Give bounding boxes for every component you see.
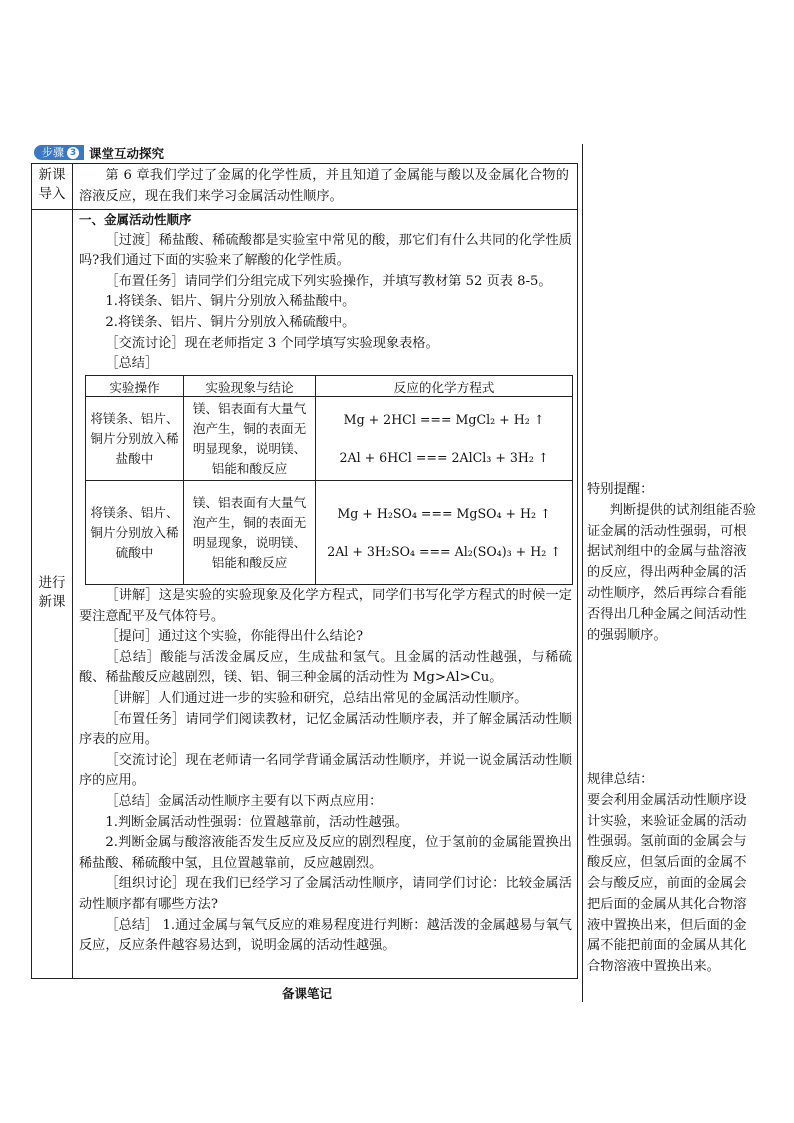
para-step2: 2.将镁条、铝片、铜片分别放入稀硫酸中。: [105, 314, 356, 330]
table-header-row: [86, 376, 573, 397]
lesson-label: 进行新课: [38, 575, 66, 610]
header-equation: 反应的化学方程式: [316, 376, 573, 397]
side-note-title: 特别提醒：: [587, 482, 654, 497]
step-title: 课堂互动探究: [89, 145, 165, 161]
margin-divider: [582, 144, 583, 1002]
para-application-2: 2.判断金属与酸溶液能否发生反应及反应的剧烈程度，位于氢前的金属能置换出稀盐酸、稀硫酸中氢，且位置越靠前，反应越剧烈。: [79, 835, 572, 871]
para-application-1: 1.判断金属活动性强弱：位置越靠前，活动性越强。: [105, 814, 409, 830]
para-step1: 1.将镁条、铝片、铜片分别放入稀盐酸中。: [105, 294, 356, 310]
para-organize-discussion: ［组织讨论］现在我们已经学习了金属活动性顺序，请同学们讨论：比较金属活动性顺序都有哪些方法?: [79, 876, 572, 912]
column-divider: [72, 164, 73, 978]
intro-text: [79, 166, 569, 207]
step-badge: [34, 145, 84, 160]
cell-equations: [316, 481, 573, 585]
para-summary-3: ［总结］ 1.通过金属与氧气反应的难易程度进行判断：越活泼的金属越易与氧气反应，反应条件越容易达到，说明金属的活动性越强。: [79, 917, 572, 954]
equation: 2Al + 6HCl === 2AlCl₃ + 3H₂ ↑: [339, 449, 549, 465]
para-question: ［提问］通过这个实验，你能得出什么结论?: [105, 629, 364, 645]
para-conclusion: ［总结］酸能与活泼金属反应，生成盐和氢气。且金属的活动性越强，与稀硫酸、稀盐酸反应越剧烈，镁、铝、铜三种金属的活动性为 Mg>Al>Cu。: [79, 649, 572, 686]
cell-operation: 将镁条、铝片、铜片分别放入稀硫酸中: [86, 481, 184, 585]
para-summary-2: ［总结］金属活动性顺序主要有以下两点应用：: [105, 793, 383, 809]
side-note-title: 规律总结：: [587, 772, 654, 787]
experiment-table: [85, 375, 573, 585]
para-summary-label: ［总结］: [105, 356, 159, 372]
cell-equations: [316, 397, 573, 481]
cell-phenomenon: 镁、铝表面有大量气泡产生，铜的表面无明显现象，说明镁、铝能和酸反应: [184, 481, 316, 585]
header-operation: 实验操作: [86, 376, 184, 397]
side-note-reminder: [587, 480, 757, 646]
lesson-table: [31, 163, 578, 979]
para-discussion: ［交流讨论］现在老师指定 3 个同学填写实验现象表格。: [105, 335, 439, 351]
intro-paragraph: 第 6 章我们学过了金属的化学性质，并且知道了金属能与酸以及金属化合物的溶液反应，现在我们来学习金属活动性顺序。: [79, 168, 569, 204]
side-note-text: 要会利用金属活动性顺序设计实验，来验证金属的活动性强弱。氢前面的金属会与酸反应，但氢后面的金属不会与酸反应，前面的金属会把后面的金属从其化合物溶液中置换出来，但后面的金属不能把前面的金属从其化合物溶液中置换出来。: [587, 792, 747, 975]
equation: Mg + H₂SO₄ === MgSO₄ + H₂ ↑: [337, 505, 551, 521]
table-row: [86, 481, 573, 585]
cell-phenomenon: 镁、铝表面有大量气泡产生，铜的表面无明显现象，说明镁、铝能和酸反应: [184, 397, 316, 481]
para-explain: ［讲解］这是实验的实验现象及化学方程式，同学们书写化学方程式的时候一定要注意配平及气体符号。: [79, 588, 572, 624]
para-task-2: ［布置任务］请同学们阅读教材，记忆金属活动性顺序表，并了解金属活动性顺序表的应用。: [79, 711, 572, 748]
lesson-content-bottom: [79, 586, 572, 957]
section-heading: 一、金属活动性顺序: [79, 212, 192, 227]
equation: 2Al + 3H₂SO₄ === Al₂(SO₄)₃ + H₂ ↑: [327, 543, 561, 559]
header-phenomenon: 实验现象与结论: [184, 376, 316, 397]
para-discussion-2: ［交流讨论］现在老师请一名同学背诵金属活动性顺序，并说一说金属活动性顺序的应用。: [79, 752, 572, 789]
para-explain-2: ［讲解］人们通过进一步的实验和研究，总结出常见的金属活动性顺序。: [105, 690, 528, 706]
step-header: [34, 144, 164, 161]
table-row: [86, 397, 573, 481]
step-number: 3: [67, 147, 79, 159]
side-note-summary: [587, 770, 757, 978]
step-badge-label: 步骤: [42, 146, 64, 159]
lesson-content-top: [79, 210, 572, 375]
side-note-text: 判断提供的试剂组能否验证金属的活动性强弱，可根据试剂组中的金属与盐溶液的反应，得出两种金属的活动性顺序，然后再综合看能否得出几种金属之间活动性的强弱顺序。: [587, 502, 756, 643]
para-transition: ［过渡］稀盐酸、稀硫酸都是实验室中常见的酸，那它们有什么共同的化学性质吗?我们通过下面的实验来了解酸的化学性质。: [79, 232, 572, 269]
para-task: ［布置任务］请同学们分组完成下列实验操作，并填写教材第 52 页表 8-5。: [105, 273, 552, 289]
intro-label: 新课导入: [38, 167, 66, 202]
footer-label: 备课笔记: [282, 986, 333, 1001]
cell-operation: 将镁条、铝片、铜片分别放入稀盐酸中: [86, 397, 184, 481]
equation: Mg + 2HCl === MgCl₂ + H₂ ↑: [343, 411, 545, 427]
